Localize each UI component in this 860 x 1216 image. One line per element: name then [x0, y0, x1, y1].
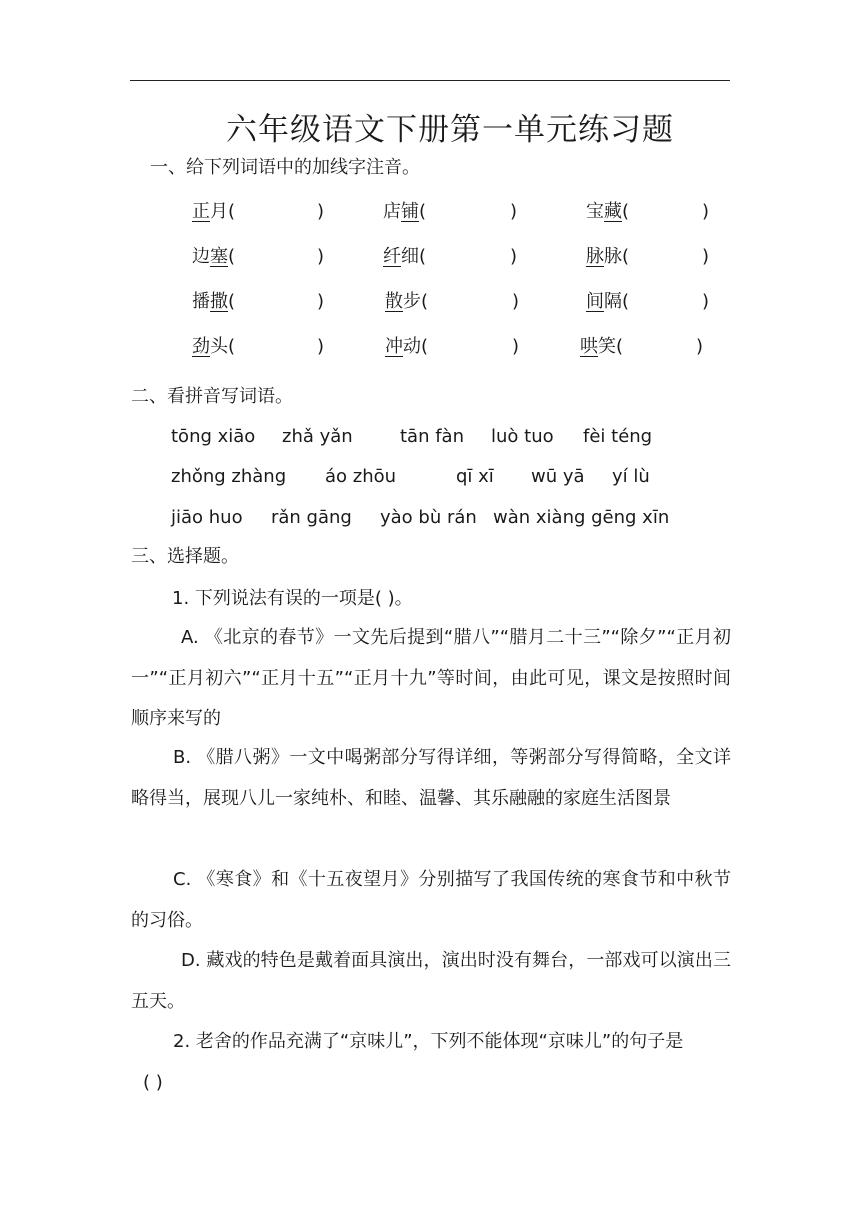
pinyin-word: wàn xiàng gēng xīn: [493, 507, 670, 528]
answer-close-paren: ): [317, 201, 325, 222]
answer-close-paren: ): [317, 291, 325, 312]
answer-close-paren: ): [510, 201, 518, 222]
header-rule: [130, 80, 730, 81]
answer-close-paren: ): [702, 291, 710, 312]
section-3-heading: 三、选择题。: [131, 546, 239, 567]
page-title: 六年级语文下册第一单元练习题: [226, 112, 674, 148]
phonetic-item: 纤细(: [383, 246, 427, 267]
answer-close-paren: ): [317, 336, 325, 357]
phonetic-item: 边塞(: [192, 246, 236, 267]
pinyin-word: zhǒng zhàng: [171, 466, 287, 487]
answer-close-paren: ): [696, 336, 704, 357]
phonetic-item: 正月(: [192, 201, 236, 222]
pinyin-word: jiāo huo: [171, 507, 243, 528]
answer-paren: ( ): [143, 1072, 163, 1093]
option-c: C. 《寒食》和《十五夜望月》分别描写了我国传统的寒食节和中秋节的习俗。: [131, 869, 731, 931]
phonetic-item: 散步(: [385, 291, 429, 312]
pinyin-word: zhǎ yǎn: [282, 426, 353, 447]
option-a: A. 《北京的春节》一文先后提到“腊八”“腊月二十三”“除夕”“正月初一”“正月初六”“正月十五”“正月十九”等时间，由此可见，课文是按照时间顺序来写的: [131, 627, 731, 729]
pinyin-word: luò tuo: [491, 426, 554, 447]
pinyin-word: rǎn gāng: [271, 507, 352, 528]
pinyin-word: qī xī: [456, 466, 494, 487]
pinyin-word: yào bù rán: [380, 507, 477, 528]
answer-close-paren: ): [512, 291, 520, 312]
section-1-heading: 一、给下列词语中的加线字注音。: [150, 157, 420, 178]
phonetic-item: 冲动(: [385, 336, 429, 357]
phonetic-item: 劲头(: [192, 336, 236, 357]
phonetic-item: 哄笑(: [580, 336, 624, 357]
answer-close-paren: ): [510, 246, 518, 267]
answer-close-paren: ): [702, 201, 710, 222]
answer-close-paren: ): [317, 246, 325, 267]
phonetic-item: 间隔(: [586, 291, 630, 312]
phonetic-item: 脉脉(: [586, 246, 630, 267]
pinyin-word: wū yā: [531, 466, 585, 487]
question-2: 2. 老舍的作品充满了“京味儿”，下列不能体现“京味儿”的句子是: [173, 1031, 684, 1052]
option-d: D. 藏戏的特色是戴着面具演出，演出时没有舞台，一部戏可以演出三五天。: [131, 950, 731, 1012]
answer-close-paren: ): [702, 246, 710, 267]
pinyin-word: fèi téng: [583, 426, 653, 447]
question-1: 1. 下列说法有误的一项是( )。: [172, 588, 413, 609]
pinyin-word: tōng xiāo: [171, 426, 256, 447]
phonetic-item: 店铺(: [383, 201, 427, 222]
pinyin-word: áo zhōu: [325, 466, 397, 487]
pinyin-word: yí lù: [612, 466, 650, 487]
answer-close-paren: ): [512, 336, 520, 357]
pinyin-word: tān fàn: [400, 426, 464, 447]
phonetic-item: 播撒(: [192, 291, 236, 312]
section-2-heading: 二、看拼音写词语。: [131, 386, 293, 407]
option-b: B. 《腊八粥》一文中喝粥部分写得详细，等粥部分写得简略，全文详略得当，展现八儿一家纯朴、和睦、温馨、其乐融融的家庭生活图景: [131, 747, 731, 809]
phonetic-item: 宝藏(: [586, 201, 630, 222]
